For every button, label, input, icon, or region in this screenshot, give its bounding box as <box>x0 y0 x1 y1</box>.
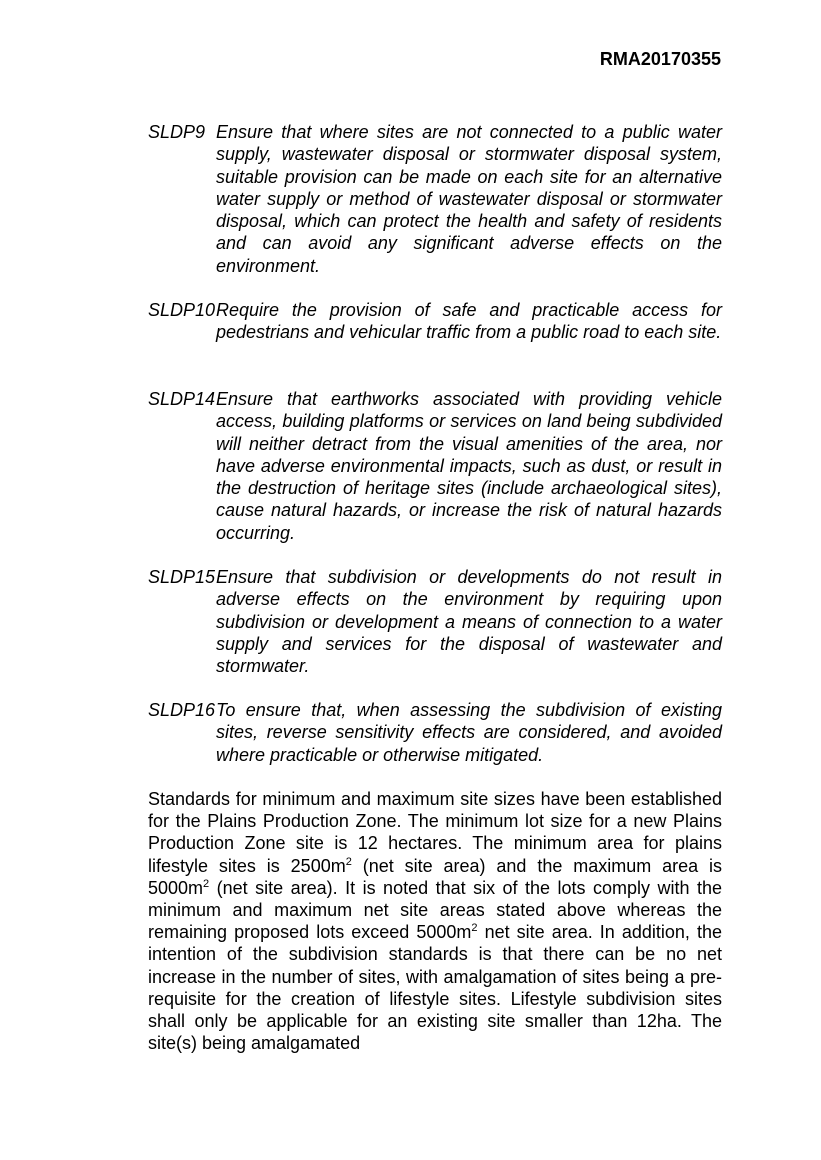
policy-text: Ensure that where sites are not connected to a public water supply, wastewater disposal or stormwater disposal system, suitable provision can be made on each site for an alternative water supply or method of wastewater disposal or stormwater disposal, which can protect the health and safety of residents and can avoid any significant adverse effects on the environment. <box>216 122 722 276</box>
policy-code: SLDP16 <box>148 700 216 720</box>
policy-sldp16 <box>148 699 722 766</box>
policy-text: Require the provision of safe and practicable access for pedestrians and vehicular traffic from a public road to each site. <box>216 300 722 343</box>
policy-code: SLDP9 <box>148 122 206 142</box>
policy-sldp15 <box>148 566 722 677</box>
site-size-standards-paragraph <box>148 788 722 1054</box>
document-reference: RMA20170355 <box>599 49 721 69</box>
policy-text: Ensure that earthworks associated with providing vehicle access, building platforms or services on land being subdivided will neither detract from the visual amenities of the area, nor have adverse environmental impacts, such as dust, or result in the destruction of heritage sites (include archaeological sites), cause natural hazards, or increase the risk of natural hazards occurring. <box>216 389 722 543</box>
policy-sldp9 <box>148 121 722 277</box>
policy-code: SLDP10 <box>148 300 216 320</box>
superscript: 2 <box>345 855 352 868</box>
policy-text: To ensure that, when assessing the subdivision of existing sites, reverse sensitivity effects are considered, and avoided where practicable or otherwise mitigated. <box>216 700 722 765</box>
policy-code: SLDP15 <box>148 567 216 587</box>
policy-sldp14 <box>148 388 722 544</box>
paragraph-text: (net site area). It is noted that six of the lots comply with the minimum and maximum net site areas stated above whereas the remaining proposed lots exceed 5000m <box>148 877 722 943</box>
superscript: 2 <box>203 877 210 890</box>
policy-code: SLDP14 <box>148 389 216 409</box>
policy-sldp10 <box>148 299 722 344</box>
policy-text: Ensure that subdivision or developments do not result in adverse effects on the environment by requiring upon subdivision or development a means of connection to a water supply and services for the disposal of wastewater and stormwater. <box>216 567 722 677</box>
paragraph-text: net site area. In addition, the intention of the subdivision standards is that there can be no net increase in the number of sites, with amalgamation of sites being a pre-requisite for the creation of lifestyle sites. Lifestyle subdivision sites shall only be applicable for an existing site smaller than 12ha. The site(s) being amalgamated <box>148 922 722 1054</box>
superscript: 2 <box>471 922 478 935</box>
paragraph-text: (net site area) and the maximum area is 5000m <box>148 855 723 898</box>
paragraph-text: Standards for minimum and maximum site sizes have been established for the Plains Production Zone. The minimum lot size for a new Plains Production Zone site is 12 hectares. The minimum area for plains lifestyle sites is 2500m <box>148 789 722 876</box>
